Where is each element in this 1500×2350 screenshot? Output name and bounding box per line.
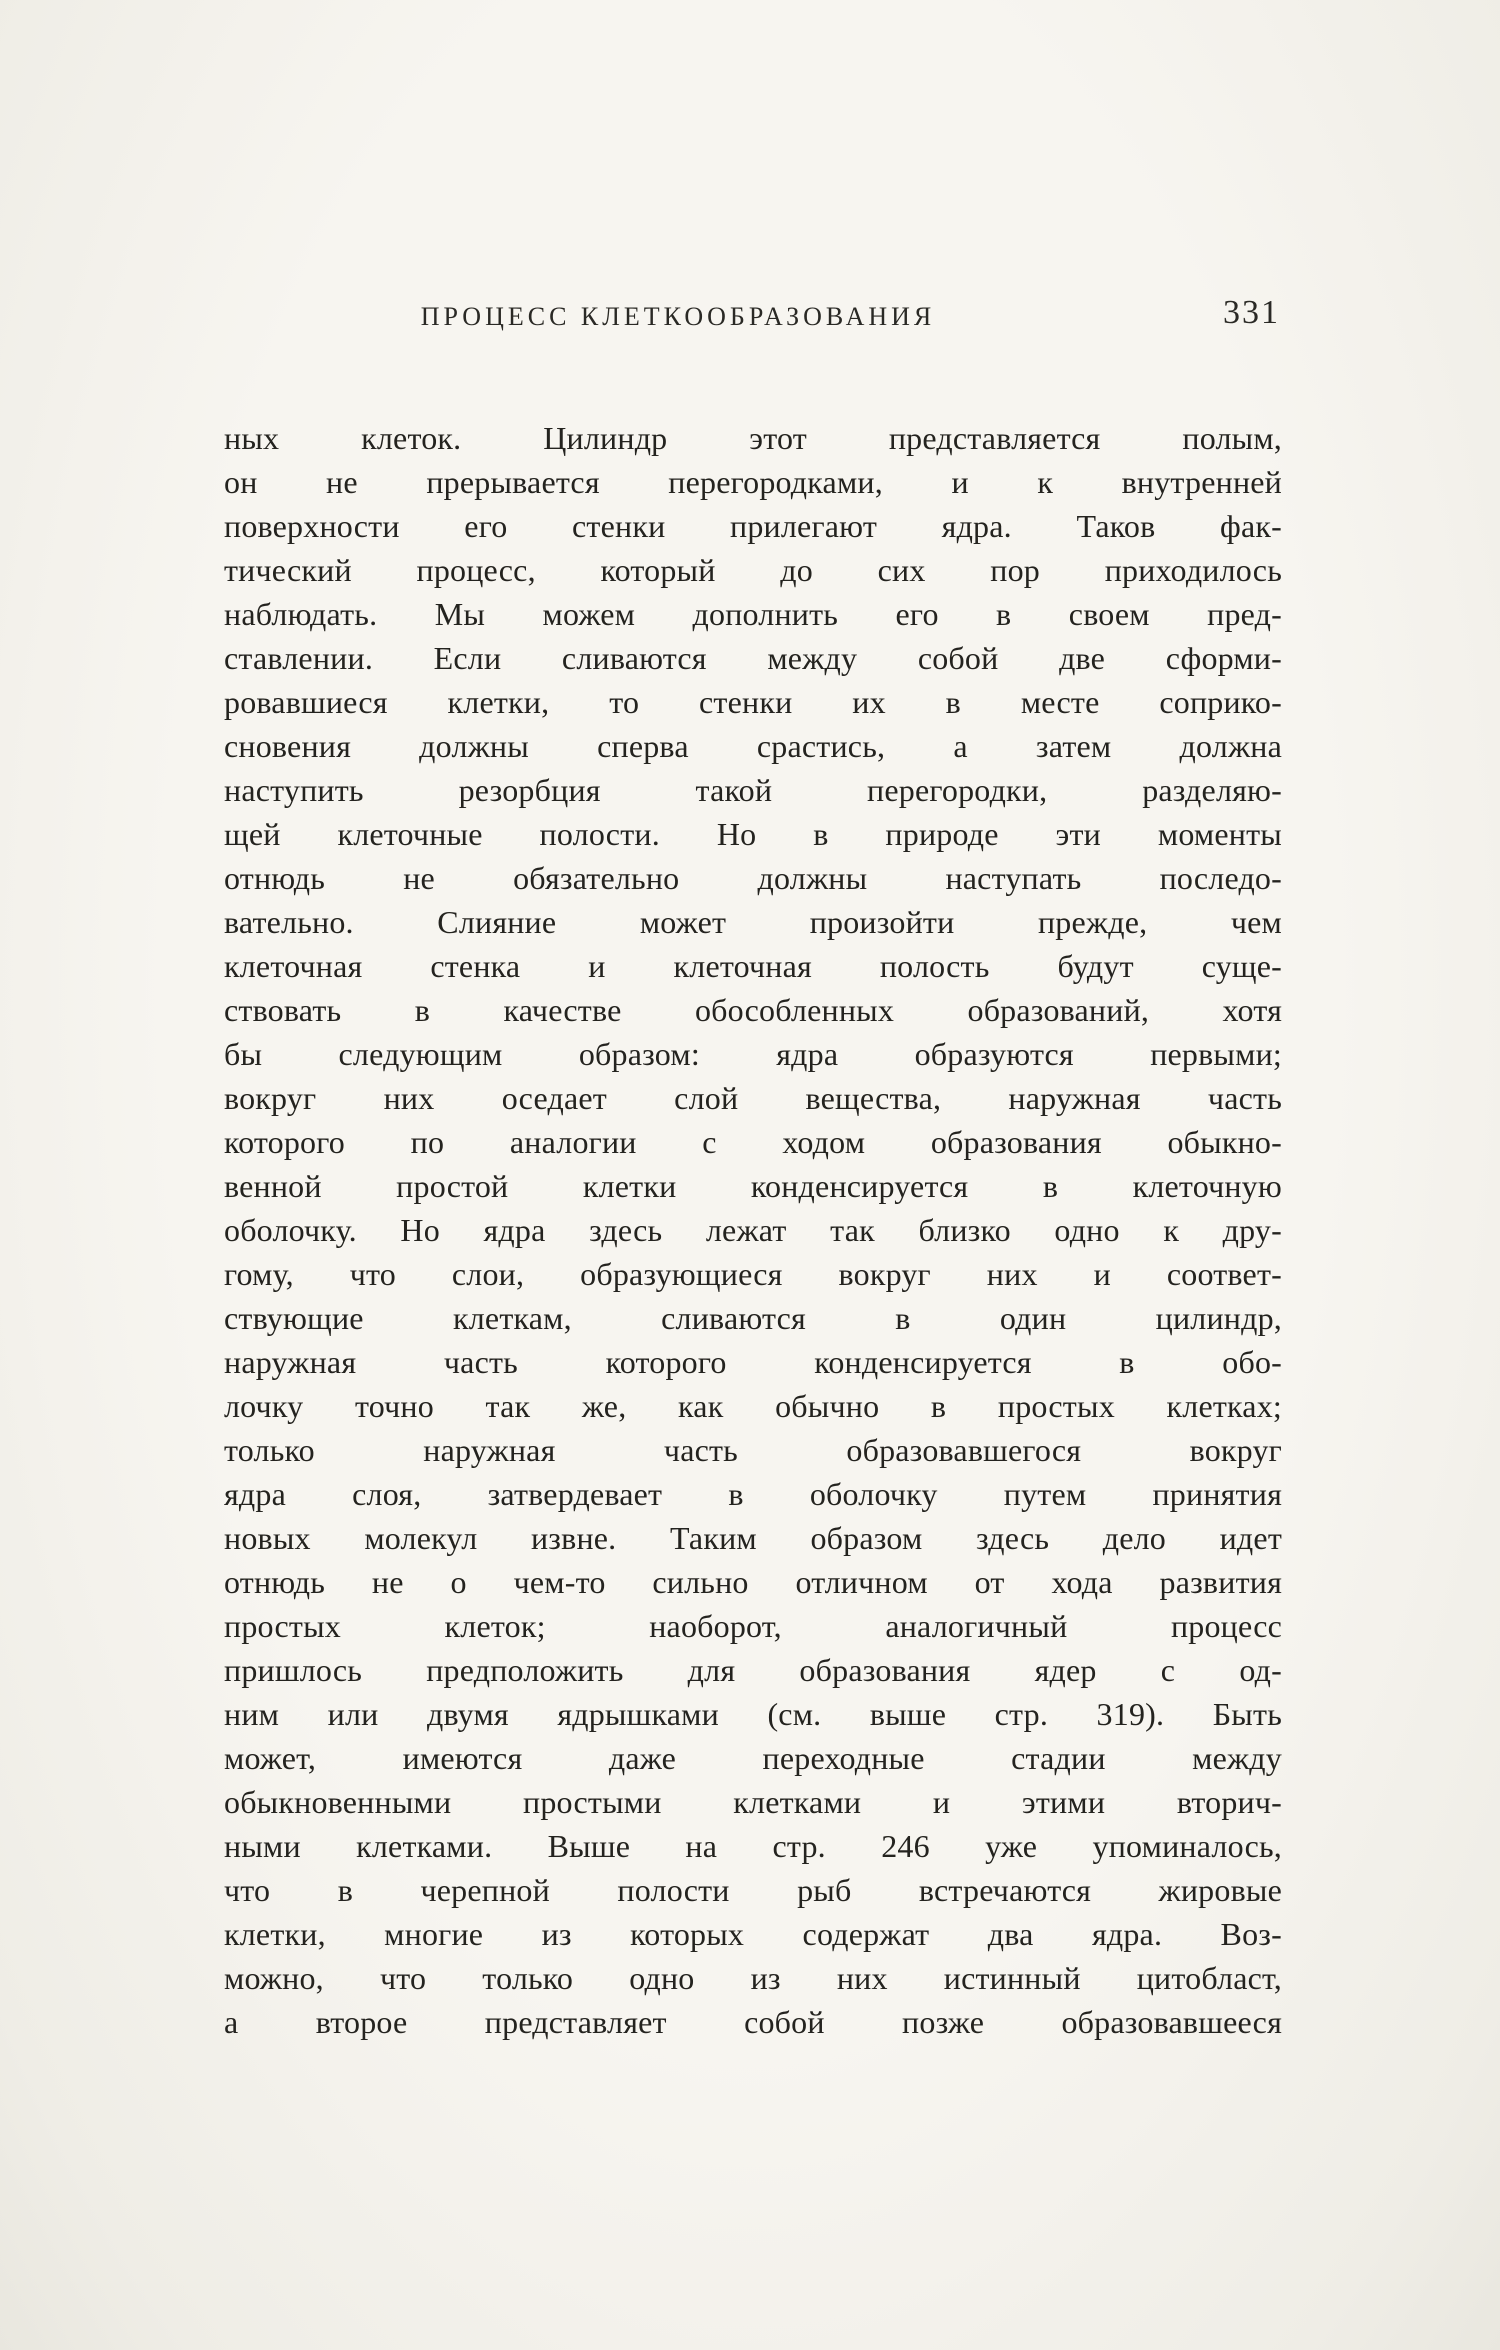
text-line: отнюдь не обязательно должны наступать последо-	[224, 860, 1282, 896]
text-line: щей клеточные полости. Но в природе эти моменты	[224, 816, 1282, 852]
text-line: только наружная часть образовавшегося вокруг	[224, 1432, 1282, 1468]
text-line: новых молекул извне. Таким образом здесь дело идет	[224, 1520, 1282, 1556]
text-line: пришлось предположить для образования ядер с од-	[224, 1652, 1282, 1688]
running-header-title: ПРОЦЕСС КЛЕТКООБРАЗОВАНИЯ	[420, 302, 936, 331]
text-line: ставлении. Если сливаются между собой две сформи-	[224, 640, 1282, 676]
text-line: ядра слоя, затвердевает в оболочку путем принятия	[224, 1476, 1282, 1512]
text-line: которого по аналогии с ходом образования обыкно-	[224, 1124, 1282, 1160]
text-line: обыкновенными простыми клетками и этими вторич-	[224, 1784, 1282, 1820]
text-line: отнюдь не о чем-то сильно отличном от хода развития	[224, 1564, 1282, 1600]
text-line: а второе представляет собой позже образовавшееся	[224, 2004, 1282, 2040]
text-line: бы следующим образом: ядра образуются первыми;	[224, 1036, 1282, 1072]
text-line: клетки, многие из которых содержат два ядра. Воз-	[224, 1916, 1282, 1952]
text-line: вательно. Слияние может произойти прежде, чем	[224, 904, 1282, 940]
text-line: тический процесс, который до сих пор приходилось	[224, 552, 1282, 588]
text-line: что в черепной полости рыб встречаются жировые	[224, 1872, 1282, 1908]
text-line: ствующие клеткам, сливаются в один цилиндр,	[224, 1300, 1282, 1336]
text-line: наружная часть которого конденсируется в обо-	[224, 1344, 1282, 1380]
text-line: ствовать в качестве обособленных образований, хотя	[224, 992, 1282, 1028]
text-line: лочку точно так же, как обычно в простых клетках;	[224, 1388, 1282, 1424]
text-line: поверхности его стенки прилегают ядра. Таков фак-	[224, 508, 1282, 544]
text-line: простых клеток; наоборот, аналогичный процесс	[224, 1608, 1282, 1644]
page-number: 331	[1223, 294, 1280, 331]
text-line: он не прерывается перегородками, и к внутренней	[224, 464, 1282, 500]
text-line: гому, что слои, образующиеся вокруг них и соответ-	[224, 1256, 1282, 1292]
text-line: наступить резорбция такой перегородки, разделяю-	[224, 772, 1282, 808]
text-line: ных клеток. Цилиндр этот представляется полым,	[224, 420, 1282, 456]
text-line: клеточная стенка и клеточная полость будут суще-	[224, 948, 1282, 984]
text-line: ним или двумя ядрышками (см. выше стр. 319). Быть	[224, 1696, 1282, 1732]
page-header	[224, 296, 1282, 338]
text-line: оболочку. Но ядра здесь лежат так близко одно к дру-	[224, 1212, 1282, 1248]
text-line: наблюдать. Мы можем дополнить его в своем пред-	[224, 596, 1282, 632]
text-line: вокруг них оседает слой вещества, наружная часть	[224, 1080, 1282, 1116]
body-text	[224, 416, 1282, 2044]
text-block	[224, 296, 1282, 2044]
text-line: ровавшиеся клетки, то стенки их в месте соприко-	[224, 684, 1282, 720]
text-line: сновения должны сперва срастись, а затем должна	[224, 728, 1282, 764]
text-line: венной простой клетки конденсируется в клеточную	[224, 1168, 1282, 1204]
text-line: можно, что только одно из них истинный цитобласт,	[224, 1960, 1282, 1996]
text-line: ными клетками. Выше на стр. 246 уже упоминалось,	[224, 1828, 1282, 1864]
text-line: может, имеются даже переходные стадии между	[224, 1740, 1282, 1776]
